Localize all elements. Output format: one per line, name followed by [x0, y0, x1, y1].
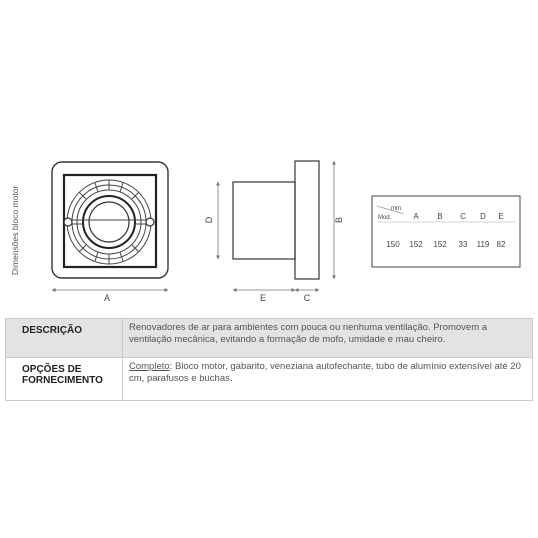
dimension-d-label: D: [204, 216, 214, 224]
column-header-c: C: [460, 212, 466, 221]
row-value-c: 33: [458, 240, 468, 249]
column-header-a: A: [413, 212, 419, 221]
column-header-b: B: [437, 212, 443, 221]
unit-label: mm: [391, 206, 401, 212]
row-value-d: 119: [476, 240, 490, 249]
side-view: [233, 161, 319, 279]
dimension-b-label: B: [334, 216, 344, 224]
dimension-c-label: C: [303, 293, 311, 303]
options-body: : Bloco motor, gabarito, veneziana autofechante, tubo de alumínio extensível até 20 cm, parafusos e buchas.: [129, 361, 521, 384]
dimensions-table: [372, 196, 520, 267]
row-value-a: 152: [409, 240, 423, 249]
options-heading-line2: FORNECIMENTO: [22, 375, 103, 386]
description-row: [6, 319, 533, 358]
description-text: Renovadores de ar para ambientes com pouca ou nenhuma ventilação. Promovem a ventilação mecânica, evitando a formação de mofo, umidade e mau cheiro.: [123, 319, 533, 358]
column-header-d: D: [480, 212, 486, 221]
model-header: Mod.: [378, 215, 392, 221]
options-row: [6, 358, 533, 401]
options-text: [123, 358, 533, 401]
options-heading-line1: OPÇÕES DE: [22, 364, 82, 375]
row-value-e: 82: [496, 240, 506, 249]
options-heading: [6, 358, 123, 401]
options-lead: Completo: [129, 361, 170, 372]
dimension-a-label: A: [103, 293, 111, 303]
spec-table: [5, 318, 533, 401]
side-caption: Dimensões bloco motor: [10, 185, 20, 275]
dimension-e-label: E: [259, 293, 267, 303]
column-header-e: E: [498, 212, 504, 221]
row-value-b: 152: [433, 240, 447, 249]
description-heading: DESCRIÇÃO: [6, 319, 123, 358]
row-model: 150: [386, 240, 400, 249]
front-view: [52, 162, 168, 278]
